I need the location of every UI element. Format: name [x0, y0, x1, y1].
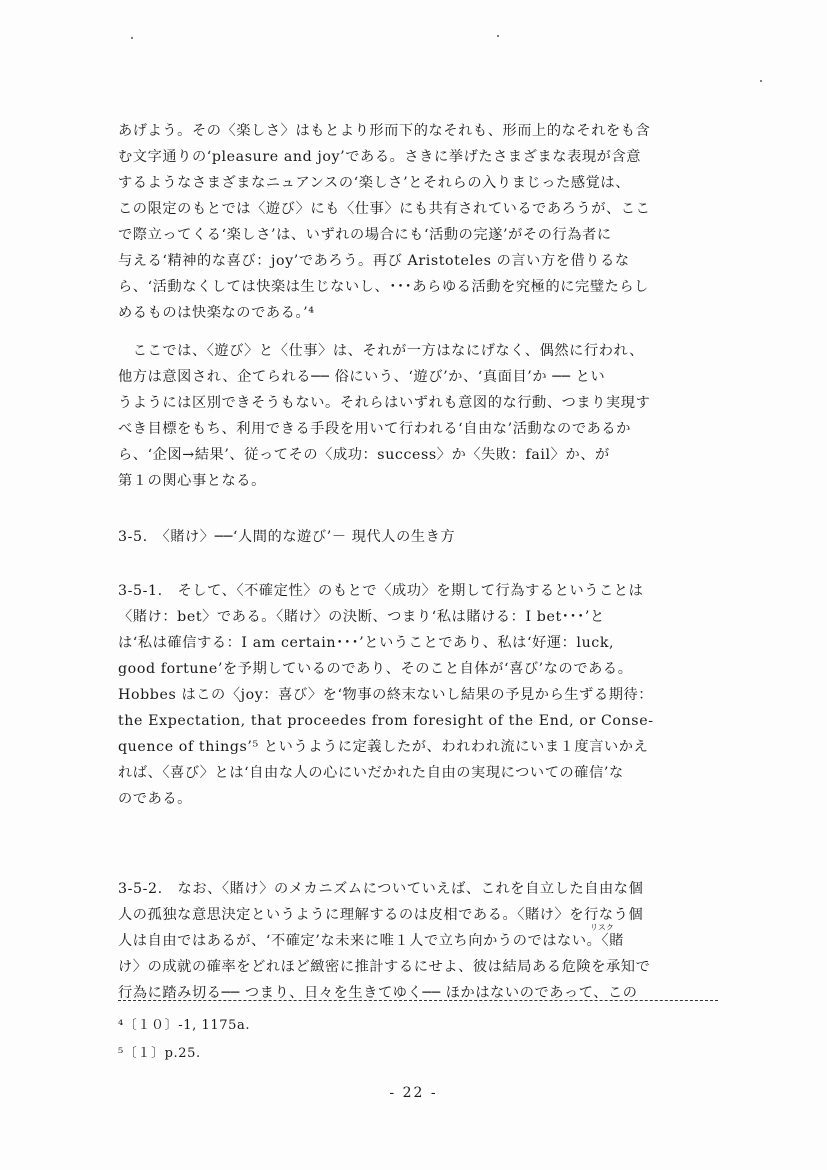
text-line: 〈賭け：bet〉である。〈賭け〉の決断、つまり‘私は賭ける：I bet･･･’と [118, 609, 605, 625]
text-line: 第１の関心事となる。 [118, 473, 266, 489]
text-line: れば、〈喜び〉とは‘自由な人の心にいだかれた自由の実現についての確信’な [118, 765, 624, 781]
section-heading-text: 3-5. 〈賭け〉──‘人間的な遊び’－ 現代人の生き方 [118, 529, 456, 545]
text-line: めるものは快楽なのである。’⁴ [118, 305, 315, 321]
text-line: 行為に踏み切る── つまり、日々を生きてゆく── ほかはないのであって、この [118, 985, 638, 1001]
text-line: quence of things’⁵ というように定義したが、われわれ流にいま１度言いかえ [118, 739, 649, 755]
scan-speck [131, 37, 133, 39]
section-heading [118, 524, 718, 550]
text-line: 与える‘精神的な喜び：joy’であろう。再び Aristoteles の言い方を借りるな [118, 253, 630, 269]
text-line: うようには区別できそうもない。それらはいずれも意図的な行動、つまり実現す [118, 395, 651, 411]
ruby-annotation: リスク [590, 923, 614, 932]
paragraph-3-5-1 [118, 578, 718, 812]
text-line: べき目標をもち、利用できる手段を用いて行われる‘自由な’活動なのであるか [118, 421, 631, 437]
text-line: け〉の成就の確率をどれほど緻密に推計するにせよ、彼は結局ある危険を承知で [118, 959, 651, 975]
footnote-divider [118, 1000, 718, 1001]
text-line: good fortune’を予期しているのであり、そのこと自体が‘喜び’なのである。 [118, 661, 633, 677]
text-line: するようなさまざまなニュアンスの‘楽しさ’とそれらの入りまじった感覚は、 [118, 175, 631, 191]
text-line: 3-5-2. なお、〈賭け〉のメカニズムについていえば、これを自立した自由な個 [118, 881, 644, 897]
text-line: この限定のもとでは〈遊び〉にも〈仕事〉にも共有されているであろうが、ここ [118, 201, 651, 217]
text-line: ら、‘活動なくしては快楽は生じないし、･･･あらゆる活動を究極的に完璧たらし [118, 279, 649, 295]
text-line: のである。 [118, 791, 192, 807]
text-line: あげよう。その〈楽しさ〉はもとより形而下的なそれも、形而上的なそれをも含 [118, 123, 651, 139]
text-line: で際立ってくる‘楽しさ’は、いずれの場合にも‘活動の完遂’がその行為者に [118, 227, 612, 243]
paragraph-3-5-2 [118, 876, 718, 1006]
page-number: - 22 - [389, 1085, 438, 1101]
text-line: Hobbes はこの〈joy：喜び〉を‘物事の終末ないし結果の予見から生ずる期待： [118, 687, 654, 703]
text-line: ここでは、〈遊び〉と〈仕事〉は、それが一方はなにげなく、偶然に行われ、 [118, 343, 644, 359]
text-line: ら、‘企図→結果’、従ってその〈成功：success〉か〈失敗：fail〉か、が [118, 447, 610, 463]
text-line: 人の孤独な意思決定というように理解するのは皮相である。〈賭け〉を行なう個 [118, 907, 644, 923]
text-line: 人は自由ではあるが、‘不確定’な未来に唯１人で立ち向かうのではない。〈賭 [118, 933, 624, 949]
paragraph-work [118, 338, 718, 494]
text-line: 他方は意図され、企てられる── 俗にいう、‘遊び’か、‘真面目’か ── とい [118, 369, 606, 385]
text-line: the Expectation, that proceedes from foresight of the End, or Conse- [118, 713, 654, 729]
text-line: は‘私は確信する：I am certain･･･’ということであり、私は‘好運：luck, [118, 635, 615, 651]
footnote-4: ⁴〔１０〕-1, 1175a. [118, 1018, 251, 1033]
footnote-5: ⁵〔１〕p.25. [118, 1046, 201, 1061]
scan-speck [760, 80, 762, 82]
paragraph-intro [118, 118, 718, 326]
scan-speck [497, 35, 499, 37]
text-line: む文字通りの‘pleasure and joy’である。さきに挙げたさまざまな表現が含意 [118, 149, 642, 165]
text-line: 3-5-1. そして、〈不確定性〉のもとで〈成功〉を期して行為するということは [118, 583, 644, 599]
